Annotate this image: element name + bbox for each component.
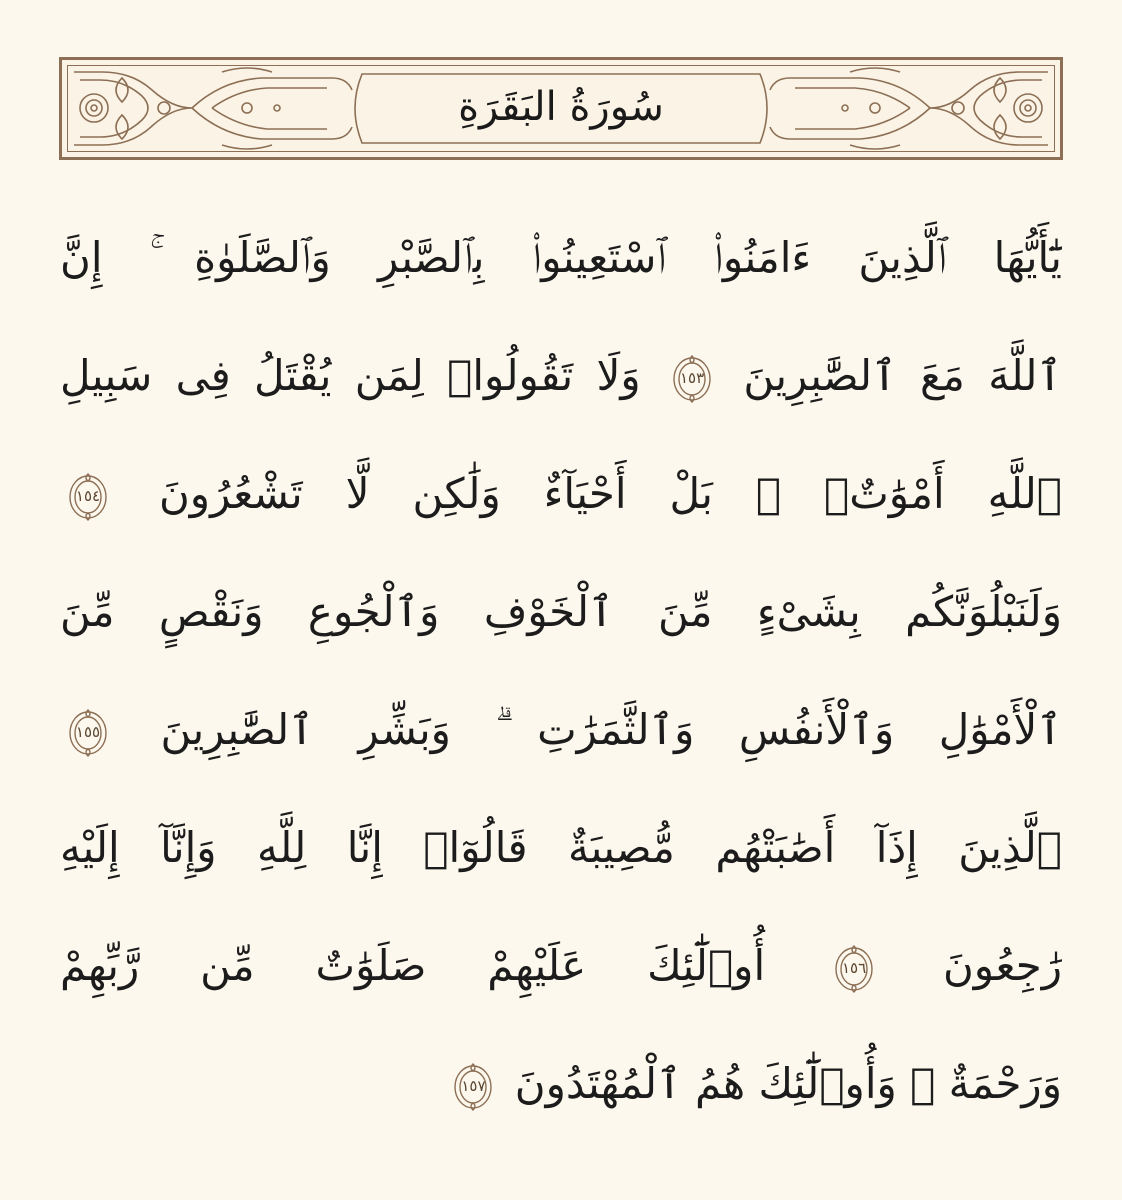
verse-line xyxy=(60,916,1062,1016)
ayah-end-marker-icon xyxy=(66,708,110,758)
verse-text: وَلَنَبْلُوَنَّكُم بِشَىْءٍ مِّنَ ٱلْخَوْفِ وَٱلْجُوعِ وَنَقْصٍ مِّنَ xyxy=(60,587,1062,636)
verse-line xyxy=(60,1034,1062,1134)
ayah-number: ١٥٦ xyxy=(841,959,867,977)
ayah-end-marker-icon xyxy=(451,1062,495,1112)
verse-text: وَلَا تَقُولُوا۟ لِمَن يُقْتَلُ فِى سَبِيلِ xyxy=(60,351,641,400)
verse-text: ٱلَّذِينَ إِذَآ أَصَٰبَتْهُم مُّصِيبَةٌ قَالُوٓا۟ إِنَّا لِلَّهِ وَإِنَّآ إِلَيْهِ xyxy=(60,823,1062,872)
verse-text: ٱللَّهَ مَعَ ٱلصَّٰبِرِينَ xyxy=(743,351,1062,400)
verse-text: وَرَحْمَةٌ ۖ وَأُو۟لَٰٓئِكَ هُمُ ٱلْمُهْتَدُونَ xyxy=(514,1059,1062,1108)
verse-line xyxy=(60,444,1062,544)
verse-line xyxy=(60,208,1062,308)
verse-line xyxy=(60,798,1062,898)
surah-header-frame xyxy=(59,57,1063,160)
ayah-number: ١٥٤ xyxy=(75,487,101,505)
ayah-number: ١٥٣ xyxy=(679,369,705,387)
ayah-number: ١٥٧ xyxy=(461,1077,486,1095)
ayah-end-marker-icon xyxy=(66,472,110,522)
ayah-end-marker-icon xyxy=(670,354,714,404)
verse-text: رَٰجِعُونَ xyxy=(942,941,1062,990)
verse-text: يَٰٓأَيُّهَا ٱلَّذِينَ ءَامَنُوا۟ ٱسْتَعِينُوا۟ بِٱلصَّبْرِ وَٱلصَّلَوٰةِ ۚ إِنَّ xyxy=(60,233,1062,282)
verse-line xyxy=(60,562,1062,662)
verses-block xyxy=(60,208,1062,1158)
verse-text: أُو۟لَٰٓئِكَ عَلَيْهِمْ صَلَوَٰتٌ مِّن رَّبِّهِمْ xyxy=(60,941,766,990)
ayah-end-marker-icon xyxy=(832,944,876,994)
verse-line xyxy=(60,680,1062,780)
verse-text: ٱلْأَمْوَٰلِ وَٱلْأَنفُسِ وَٱلثَّمَرَٰتِ ۗ وَبَشِّرِ ٱلصَّٰبِرِينَ xyxy=(160,705,1062,754)
surah-title: سُورَةُ البَقَرَةِ xyxy=(458,84,664,130)
verse-text: ٱللَّهِ أَمْوَٰتٌۢ ۚ بَلْ أَحْيَآءٌ وَلَٰكِن لَّا تَشْعُرُونَ xyxy=(158,469,1062,518)
ayah-number: ١٥٥ xyxy=(75,723,101,741)
verse-line xyxy=(60,326,1062,426)
